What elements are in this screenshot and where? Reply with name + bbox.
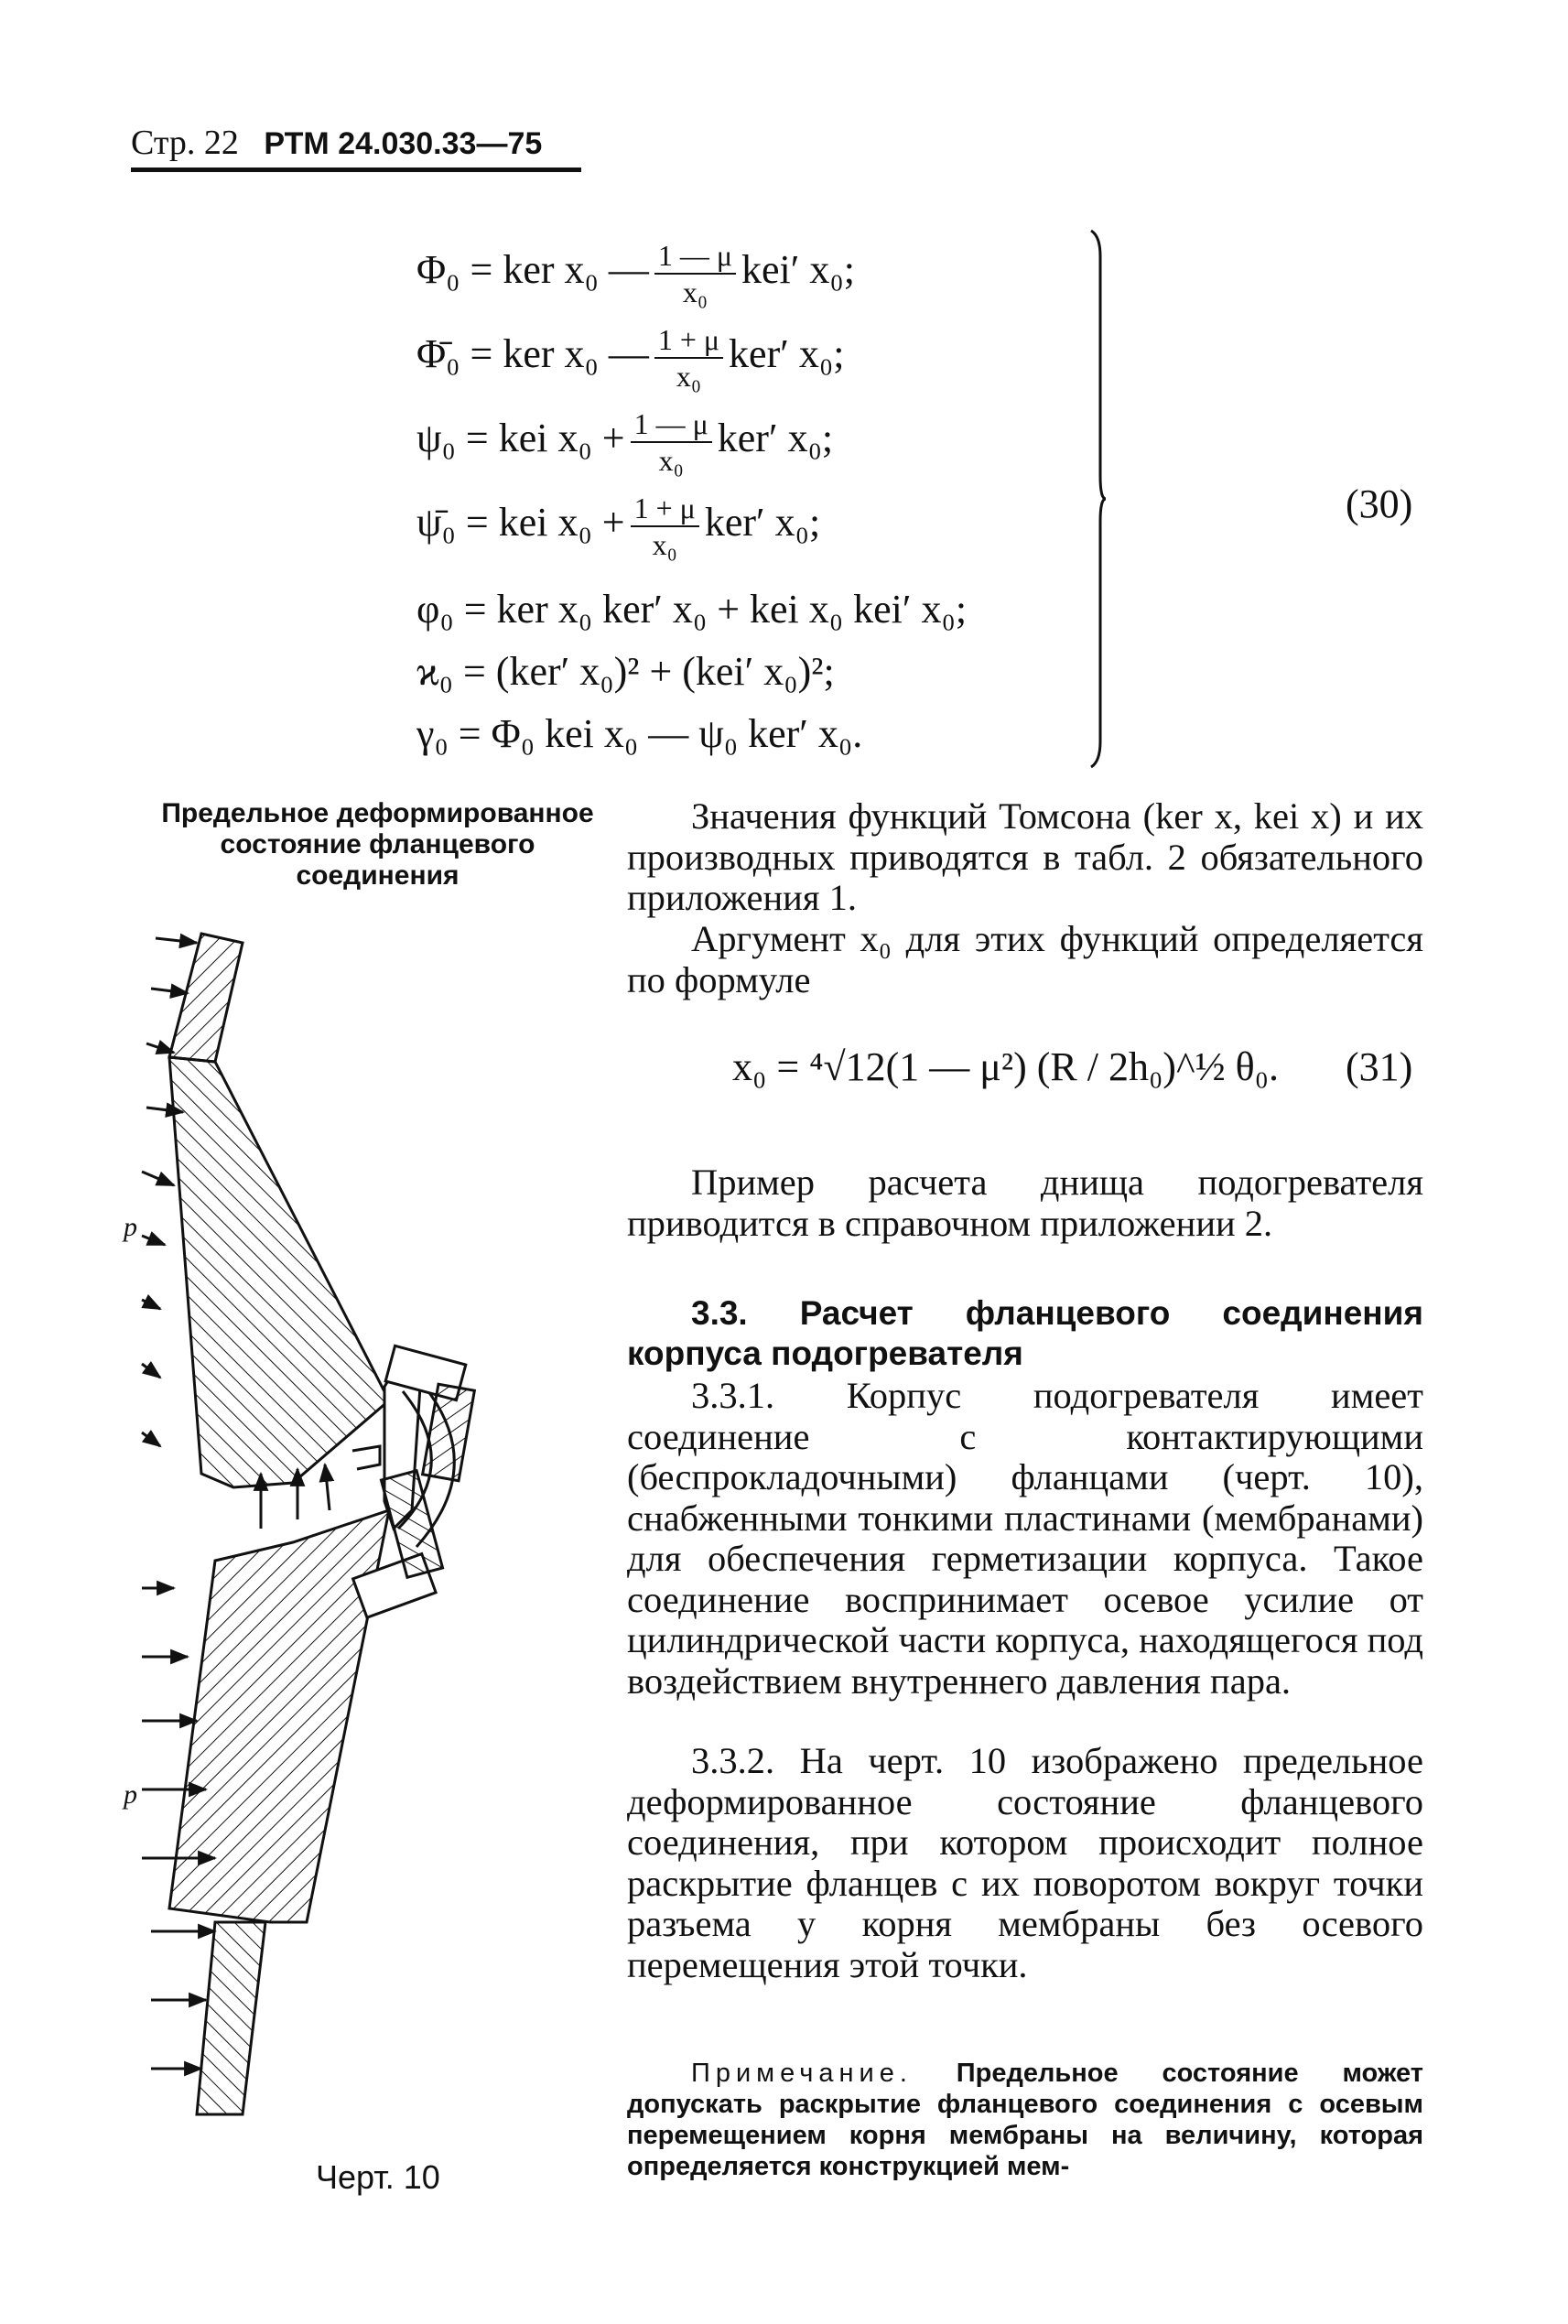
note-label: Примечание. — [691, 2059, 913, 2088]
formula-line: ϰ₀ = (ker′ x₀)² + (kei′ x₀)²; — [416, 649, 835, 694]
fraction: $\frac{1 + \mu}{\text{x₀}}$ — [631, 491, 699, 562]
formula-line: Φ₀ = ker x₀ — $\frac{1 — \mu}{\text{x₀}}$ kei′ x₀; — [416, 239, 855, 308]
paragraph-3-3-2: 3.3.2. На черт. 10 изображено предельное деформированное состояние фланцевого соединения, при котором происходит полное раскрытие фланцев с их поворотом вокруг точки разъема у корня мембраны без осевого перемещения этой точки. — [627, 1740, 1423, 1985]
page-header — [131, 123, 581, 164]
document-code: РТМ 24.030.33—75 — [264, 126, 543, 161]
note-text: Предельное состояние может допускать раскрытие фланцевого соединения с осевым перемещением корня мембраны на величину, которая определяется конструкцией мем- — [627, 2059, 1423, 2181]
section-heading: 3.3. Расчет фланцевого соединения корпуса подогревателя — [627, 1294, 1423, 1372]
paragraph-thomson: Значения функций Томсона (ker x, kei x) и их производных приводятся в табл. 2 обязательного приложения 1. — [627, 795, 1423, 918]
page-number: Стр. 22 — [131, 124, 239, 162]
pressure-label-lower: p — [124, 1779, 137, 1810]
right-brace — [1089, 229, 1108, 769]
top-shell — [169, 934, 243, 1062]
note-block — [627, 2058, 1423, 2182]
formula-line: φ₀ = ker x₀ ker′ x₀ + kei x₀ kei′ x₀; — [416, 587, 968, 632]
equation-number-30: (30) — [1346, 481, 1413, 526]
paragraph-3-3-1: 3.3.1. Корпус подогревателя имеет соединение с контактирующими (беспрокладочными) фланцами (черт. 10), снабженными тонкими пластинами (мембранами) для обеспечения герметизации корпуса. Такое соединение воспринимает осевое усилие от цилиндрической части корпуса, находящегося под воздействием внутреннего давления пара. — [627, 1375, 1423, 1702]
formula-line: γ₀ = Φ₀ kei x₀ — ψ₀ ker′ x₀. — [416, 711, 863, 756]
lower-flange — [169, 1510, 389, 1922]
paragraph-example: Пример расчета днища подогревателя приводится в справочном приложении 2. — [627, 1162, 1423, 1244]
upper-flange — [169, 1057, 389, 1487]
figure-label: Черт. 10 — [316, 2158, 440, 2196]
fraction: $\frac{1 — \mu}{\text{x₀}}$ — [654, 238, 736, 309]
pressure-label-upper: p — [124, 1212, 137, 1242]
formula-line: ψ₀ = kei x₀ + $\frac{1 — \mu}{\text{x₀}}$ ker′ x₀; — [416, 407, 834, 477]
formula-line: ψ̄₀ = kei x₀ + $\frac{1 + \mu}{\text{x₀}}$ ker′ x₀; — [416, 492, 821, 561]
figure-caption: Предельное деформированное состояние фланцевого соединения — [161, 798, 594, 891]
bottom-shell — [197, 1922, 265, 2114]
fraction: $\frac{1 + \mu}{\text{x₀}}$ — [654, 322, 723, 394]
formula-31: x₀ = ⁴√12(1 — μ²) (R / 2h₀)^½ θ₀. — [732, 1044, 1280, 1089]
root-notch — [352, 1446, 380, 1469]
header-rule — [131, 168, 581, 172]
equation-number-31: (31) — [1346, 1044, 1413, 1089]
paragraph-argument: Аргумент x₀ для этих функций определяется по формуле — [627, 918, 1423, 1000]
fraction: $\frac{1 — \mu}{\text{x₀}}$ — [631, 406, 712, 478]
formula-line: Φ̄₀ = ker x₀ — $\frac{1 + \mu}{\text{x₀}}$ ker′ x₀; — [416, 323, 845, 393]
flange-drawing — [124, 924, 627, 2133]
bolt-ring-top — [423, 1384, 475, 1480]
